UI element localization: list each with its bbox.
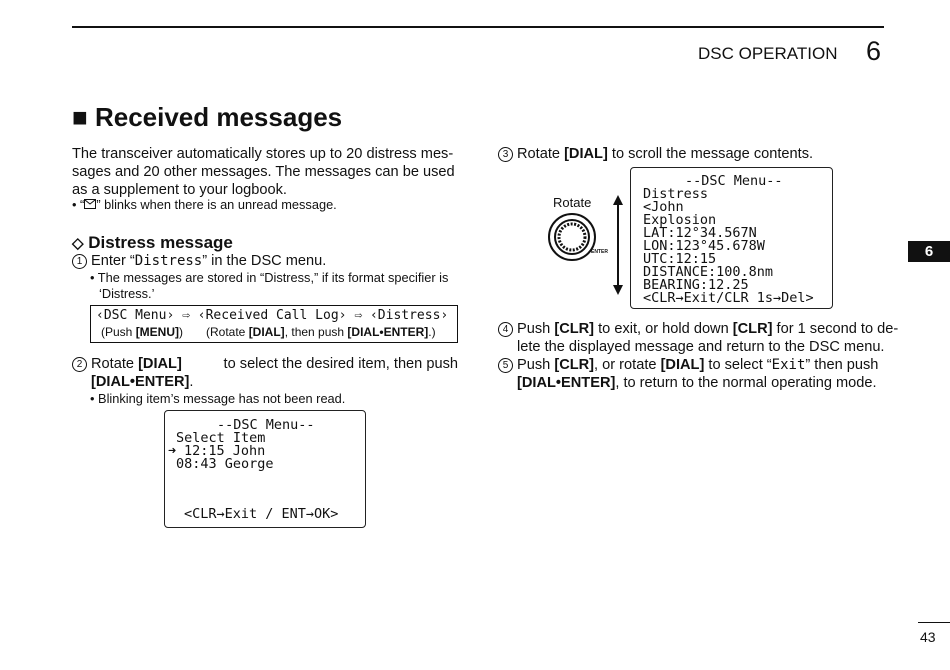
step-1-note: • The messages are stored in “Distress,” if its format specifier is ‘Distress.’ <box>90 270 449 301</box>
step-2: 2 Rotate [DIAL] to select the desired item, then push [DIAL•ENTER]. <box>72 355 458 391</box>
path-arrow-icon: ⇨ <box>354 308 363 323</box>
lcd-select-item-screen <box>164 410 366 528</box>
lcd2-line-10: <CLR→Exit/CLR 1s→Del> <box>643 290 814 306</box>
distress-title: Distress message <box>88 233 233 252</box>
unread-envelope-icon <box>84 199 96 209</box>
scroll-arrow-icon <box>610 195 626 295</box>
step-3: 3 Rotate [DIAL] to scroll the message contents. <box>498 145 813 163</box>
lcd1-line-3: 12:15 John <box>184 443 266 459</box>
lcd1-line-5: <CLR→Exit / ENT→OK> <box>184 506 339 522</box>
lcd2-line-9: BEARING:12.25 <box>643 277 749 293</box>
lcd-word-distress: Distress <box>134 253 203 269</box>
chapter-side-tab <box>908 241 950 262</box>
menu-path <box>96 308 448 323</box>
step-4-number: 4 <box>498 322 513 337</box>
intro-line-2: sages and 20 other messages. The messages can be used <box>72 164 455 180</box>
lcd1-cursor-icon: ➜ <box>168 443 177 459</box>
lcd2-line-3: <John <box>643 199 684 215</box>
step-5: 5 Push [CLR], or rotate [DIAL] to select “Exit” then push [DIAL•ENTER], to return to the normal operating mode. <box>498 356 878 392</box>
dial-enter-label: ENTER <box>591 249 608 255</box>
page-heading <box>72 102 342 133</box>
path-received-call-log: ‹Received Call Log› <box>197 308 347 323</box>
step-1: 1 Enter “Distress” in the DSC menu. <box>72 252 326 270</box>
lcd2-line-8: DISTANCE:100.8nm <box>643 264 774 280</box>
lcd1-line-1: --DSC Menu-- <box>217 417 315 433</box>
chapter-side-tab-label: 6 <box>924 243 934 260</box>
step-3-number: 3 <box>498 147 513 162</box>
lcd2-line-7: UTC:12:15 <box>643 251 717 267</box>
dial-knob-icon <box>547 212 597 262</box>
step-1-number: 1 <box>72 254 87 269</box>
header-chapter-number: 6 <box>866 36 882 66</box>
intro-note: • “ ” blinks when there is an unread message. <box>72 197 337 212</box>
page-number: 43 <box>920 629 936 645</box>
lcd2-line-5: LAT:12°34.567N <box>643 225 757 241</box>
path-rotate-hint: (Rotate [DIAL], then push [DIAL•ENTER].) <box>206 325 436 339</box>
header-section-title: DSC OPERATION <box>698 44 838 63</box>
footer-rule <box>918 622 950 623</box>
step-5-number: 5 <box>498 358 513 373</box>
lcd2-line-6: LON:123°45.678W <box>643 238 765 254</box>
header-rule <box>72 26 884 28</box>
lcd2-line-2: Distress <box>643 186 709 202</box>
intro-line-1: The transceiver automatically stores up to 20 distress mes- <box>72 146 454 162</box>
page-title: Received messages <box>94 102 343 132</box>
lcd1-line-4: 08:43 George <box>176 456 274 472</box>
lcd2-line-4: Explosion <box>643 212 717 228</box>
step-2-number: 2 <box>72 357 87 372</box>
path-distress: ‹Distress› <box>369 308 449 323</box>
diamond-icon: ◇ <box>72 235 84 252</box>
lcd2-line-1: --DSC Menu-- <box>685 173 783 189</box>
path-arrow-icon: ⇨ <box>182 308 190 323</box>
lcd-distress-detail-screen <box>630 167 833 309</box>
lcd1-line-2: Select Item <box>176 430 266 446</box>
step-4: 4 Push [CLR] to exit, or hold down [CLR] for 1 second to de- lete the displayed message and return to the DSC menu. <box>498 320 898 356</box>
intro-line-3: as a supplement to your logbook. <box>72 182 287 198</box>
path-push-hint: (Push [MENU]) <box>101 325 184 339</box>
step-2-note: • Blinking item’s message has not been read. <box>90 391 346 406</box>
path-dsc-menu: ‹DSC Menu› <box>96 308 175 323</box>
lcd-word-exit: Exit <box>771 357 806 373</box>
menu-path-box <box>90 305 458 343</box>
distress-subheading <box>72 233 233 253</box>
rotate-label: Rotate <box>553 195 592 210</box>
intro-paragraph <box>72 145 458 199</box>
heading-bullet-icon: ■ <box>72 102 88 132</box>
